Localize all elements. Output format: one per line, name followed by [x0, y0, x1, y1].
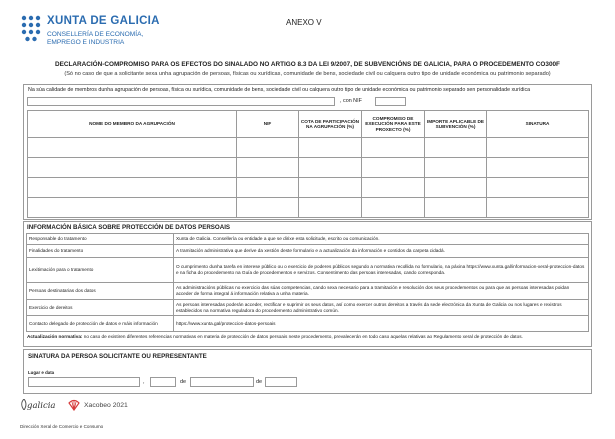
data-protection-title: INFORMACIÓN BÁSICA SOBRE PROTECCIÓN DE DATOS PERSOAIS: [27, 224, 231, 231]
col-member-name: NOME DO MEMBRO DA AGRUPACIÓN: [28, 111, 237, 138]
member-subsidy-cell[interactable]: [425, 158, 487, 178]
member-nif-cell[interactable]: [237, 158, 299, 178]
signature-title: SINATURA DA PERSOA SOLICITANTE OU REPRESENTANTE: [28, 353, 207, 360]
place-input[interactable]: [28, 377, 140, 387]
logo-subtitle: [47, 31, 143, 47]
table-row: [27, 300, 589, 316]
member-share-cell[interactable]: [299, 198, 362, 218]
members-table: [27, 110, 589, 218]
table-row: [27, 245, 589, 258]
member-name-cell[interactable]: [28, 198, 237, 218]
page-title: DECLARACIÓN-COMPROMISO PARA OS EFECTOS DO SINALADO NO ARTIGO 8.3 DA LEI 9/2007, DE SUBVENCIÓNS DE GALICIA, PARA O PROCEDEMENTO CO300F: [55, 61, 560, 68]
member-share-cell[interactable]: [299, 158, 362, 178]
table-row: [28, 178, 589, 198]
year-input[interactable]: [265, 377, 297, 387]
dp-text-rights: As persoas interesadas poderán acceder, rectificar e suprimir os seus datos, así como exercer outros dereitos a través da sede electrónica da Xunta de Galicia ou nos lugares e rexistros establecidos na normativa reguladora do procedemento administrativo común.: [174, 300, 589, 316]
xacobeo-text: Xacobeo 2021: [84, 402, 128, 409]
dp-label-purposes: Finalidades do tratamento: [27, 245, 174, 258]
de-separator-1: de: [180, 379, 187, 385]
footnote-bold-label: Actualización normativa:: [27, 334, 83, 339]
galicia-brand-text: galicia: [27, 401, 56, 411]
table-row: [28, 138, 589, 158]
data-protection-table: [26, 233, 589, 332]
member-nif-cell[interactable]: [237, 138, 299, 158]
signature-section: [23, 349, 592, 394]
xacobeo-shell-icon: [68, 399, 80, 411]
member-signature-cell[interactable]: [487, 198, 589, 218]
dp-label-contact: Contacto delegado de protección de datos e máis información: [27, 316, 174, 332]
dp-label-recipients: Persoas destinatarias dos datos: [27, 283, 174, 300]
data-protection-section: [23, 221, 592, 347]
comma-separator: ,: [143, 379, 145, 385]
table-row: [27, 234, 589, 245]
table-row: [28, 198, 589, 218]
dp-label-rights: Exercicio de dereitos: [27, 300, 174, 316]
member-subsidy-cell[interactable]: [425, 198, 487, 218]
dp-link-contact[interactable]: https://www.xunta.gal/proteccion-datos-persoais: [174, 316, 589, 332]
member-commitment-cell[interactable]: [362, 198, 425, 218]
annex-label: ANEXO V: [286, 18, 322, 27]
member-name-cell[interactable]: [28, 178, 237, 198]
footer-direction: Dirección Xeral de Comercio e Consumo: [20, 424, 104, 429]
members-table-header: [28, 111, 589, 138]
table-row: [28, 158, 589, 178]
member-share-cell[interactable]: [299, 138, 362, 158]
member-commitment-cell[interactable]: [362, 138, 425, 158]
col-execution-commitment: COMPROMISO DE EXECUCIÓN PARA ESTE PROXECTO (%): [362, 111, 425, 138]
xunta-cross-shield-icon: [20, 14, 42, 44]
logo-subtitle-line2: EMPREGO E INDUSTRIA: [47, 39, 125, 46]
de-separator-2: de: [256, 379, 263, 385]
member-subsidy-cell[interactable]: [425, 138, 487, 158]
member-nif-cell[interactable]: [237, 198, 299, 218]
table-row: [27, 316, 589, 332]
member-signature-cell[interactable]: [487, 158, 589, 178]
member-share-cell[interactable]: [299, 178, 362, 198]
members-caption: Na súa calidade de membros dunha agrupación de persoas, física ou xurídica, comunidade de bens, sociedade civil ou calquera outro tipo de unidade económica ou patrimonio separado sen personalidade xurídica: [28, 87, 531, 93]
dp-text-controller: Xunta de Galicia. Consellería ou entidade a que se dirixe esta solicitude, escrito ou comunicación.: [174, 234, 589, 245]
page-subtitle: (Só no caso de que a solicitante sexa unha agrupación de persoas, físicas ou xurídicas, comunidade de bens, sociedade civil ou calquera outro tipo de unidade económica ou patrimonio separado): [64, 71, 551, 77]
col-subsidy-amount: IMPORTE APLICABLE DE SUBVENCIÓN (%): [425, 111, 487, 138]
col-nif: NIF: [237, 111, 299, 138]
dp-label-controller: Responsable do tratamento: [27, 234, 174, 245]
member-signature-cell[interactable]: [487, 178, 589, 198]
month-input[interactable]: [190, 377, 254, 387]
members-section: [23, 84, 592, 220]
member-name-cell[interactable]: [28, 138, 237, 158]
con-nif-label: , con NIF: [340, 98, 362, 104]
place-date-label: Lugar e data: [28, 370, 55, 375]
col-participation-share: COTA DE PARTICIPACIÓN NA AGRUPACIÓN (%): [299, 111, 362, 138]
footnote-text: no caso de existiren diferentes referencias normativas en materia de protección de datos persoais neste procedemento, prevalecerán en todo caso aquelas relativas ao Regulamento xeral de protección de datos.: [82, 334, 523, 339]
dp-text-recipients: As administracións públicas no exercicio das súas competencias, cando sexa necesario para a tramitación e resolución dos seus procedementos ou para que as persoas interesadas poidan acceder de forma integral á información relativa a unha materia.: [174, 283, 589, 300]
member-nif-cell[interactable]: [237, 178, 299, 198]
group-nif-input[interactable]: [375, 97, 406, 106]
member-name-cell[interactable]: [28, 158, 237, 178]
dp-text-legitimation: O cumprimento dunha tarefa en interese público ou o exercicio de poderes públicos segundo a normativa recollida no formulario, na páxina https://www.xunta.gal/informacion-xeral-proteccion-datos e na ficha do procedemento na Guía de procedementos e servizos. Consentimento das persoas interesadas, cando corresponda.: [174, 258, 589, 283]
dp-text-purposes: A tramitación administrativa que derive da xestión deste formulario e a actualización da información e contidos da carpeta cidadá.: [174, 245, 589, 258]
col-signature: SINATURA: [487, 111, 589, 138]
member-commitment-cell[interactable]: [362, 178, 425, 198]
dp-label-legitimation: Lexitimación para o tratamento: [27, 258, 174, 283]
table-row: [27, 258, 589, 283]
member-subsidy-cell[interactable]: [425, 178, 487, 198]
logo-subtitle-line1: CONSELLERÍA DE ECONOMÍA,: [47, 31, 144, 38]
logo-title: XUNTA DE GALICIA: [47, 15, 160, 27]
xunta-logo: [20, 14, 160, 54]
member-signature-cell[interactable]: [487, 138, 589, 158]
group-name-input[interactable]: [27, 97, 335, 106]
day-input[interactable]: [150, 377, 176, 387]
member-commitment-cell[interactable]: [362, 158, 425, 178]
table-row: [27, 283, 589, 300]
data-protection-footnote: [27, 334, 590, 340]
